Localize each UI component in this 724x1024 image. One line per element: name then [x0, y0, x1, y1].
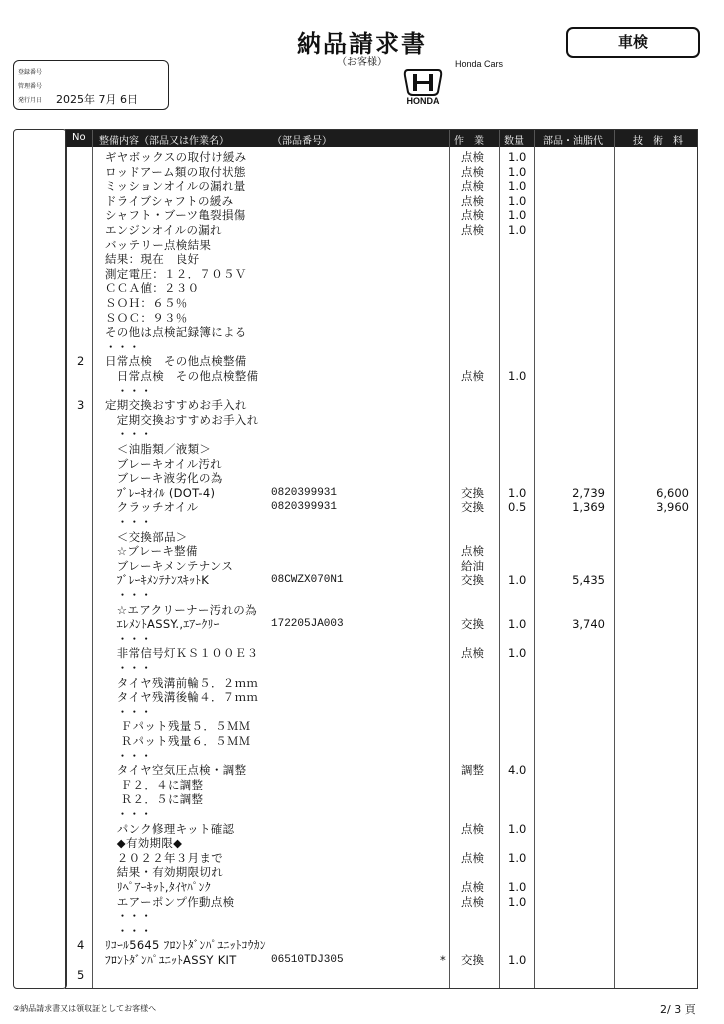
table-row [65, 165, 696, 180]
table-header [66, 130, 697, 147]
row-description: ドライブシャフトの緩み [105, 193, 234, 208]
row-quantity: 0.5 [508, 500, 527, 515]
row-parts-cost: 2,739 [572, 485, 605, 500]
row-description: ・・・ [105, 339, 141, 354]
row-description: エンジンオイルの漏れ [105, 223, 222, 237]
document-title: 納品請求書 [297, 29, 427, 58]
row-description: ・・・ [105, 588, 153, 602]
row-operation: 給油 [461, 558, 484, 573]
row-description: ◆有効期限◆ [105, 836, 183, 851]
row-description: ギヤボックスの取付け緩み [105, 150, 247, 164]
row-description: その他は点検記録簿による [105, 325, 247, 340]
header-operation: 作 業 [454, 136, 484, 147]
row-description: ﾌﾛﾝﾄﾀﾞﾝﾊﾟﾕﾆｯﾄASSY KIT [105, 953, 237, 967]
row-quantity: 1.0 [508, 821, 527, 836]
row-description: ・・・ [105, 909, 153, 924]
row-part-number: 0820399931 [271, 501, 338, 514]
row-part-number: 172205JA003 [271, 618, 344, 631]
row-description: ・・・ [105, 515, 153, 529]
inspection-badge: 車検 [566, 27, 700, 58]
row-parts-cost: 5,435 [572, 573, 605, 588]
row-description: 結果：現在 良好 [105, 252, 200, 267]
row-description: ﾘｺｰﾙ5645 ﾌﾛﾝﾄﾀﾞﾝﾊﾟﾕﾆｯﾄｺｳｶﾝ [105, 938, 266, 953]
table-row [65, 194, 696, 209]
table-row [65, 573, 696, 588]
table-row [65, 238, 696, 253]
table-row [65, 427, 696, 442]
row-description: ﾘﾍﾟｱｰｷｯﾄ,ﾀｲﾔﾊﾟﾝｸ [105, 880, 211, 894]
row-description: ﾌﾞﾚｰｷｵｲﾙ (DOT-4) [105, 485, 216, 500]
row-quantity: 1.0 [508, 850, 527, 865]
row-description: ｴﾚﾒﾝﾄASSY.,ｴｱｰｸﾘｰ [105, 617, 220, 632]
row-operation: 点検 [461, 179, 484, 194]
row-description: バッテリー点検結果 [105, 237, 212, 252]
table-row [65, 530, 696, 545]
table-row [65, 822, 696, 837]
row-quantity: 1.0 [508, 164, 527, 179]
row-description: ・・・ [105, 427, 153, 442]
row-quantity: 1.0 [508, 193, 527, 208]
row-description: Ｆ２．４に調整 [105, 777, 204, 792]
row-quantity: 1.0 [508, 894, 527, 909]
table-row [65, 632, 696, 647]
row-description: ・・・ [105, 748, 153, 763]
row-description: ﾌﾞﾚｰｷﾒﾝﾃﾅﾝｽｷｯﾄK [105, 573, 210, 588]
row-operation: 点検 [461, 223, 484, 237]
row-quantity: 1.0 [508, 573, 527, 588]
table-row [65, 500, 696, 515]
page-number: 2/ 3 頁 [660, 1003, 696, 1016]
document-subtitle: （お客様） [337, 57, 387, 68]
table-row [65, 953, 696, 968]
row-operation: 点検 [461, 208, 484, 223]
table-row [65, 384, 696, 399]
row-labor-fee: 3,960 [656, 500, 689, 515]
row-description: シャフト・ブーツ亀裂損傷 [105, 208, 246, 223]
row-description: ☆ブレーキ整備 [105, 544, 198, 559]
row-operation: 点検 [461, 150, 484, 164]
row-parts-cost: 3,740 [572, 617, 605, 632]
row-description: ２０２２年３月まで [105, 850, 223, 865]
row-description: パンク修理キット確認 [105, 821, 235, 836]
row-description: ブレーキ液劣化の為 [105, 471, 223, 486]
row-description: 結果・有効期限切れ [105, 865, 223, 880]
row-number: 5 [77, 967, 85, 982]
row-operation: 調整 [461, 763, 484, 778]
row-quantity: 1.0 [508, 953, 527, 967]
row-number: 3 [77, 398, 85, 413]
row-description: Ｒパット残量６．５ＭＭ [105, 734, 251, 748]
row-quantity: 4.0 [508, 763, 527, 778]
table-row [65, 442, 696, 457]
row-operation: 交換 [461, 573, 484, 588]
table-row [65, 369, 696, 384]
row-description: タイヤ空気圧点検・調整 [105, 763, 247, 778]
footer-note: ②納品請求書又は領収証としてお客様へ [13, 1004, 157, 1013]
table-row [65, 880, 696, 895]
row-description: ＳＯＨ：６５％ [105, 296, 188, 310]
table-row [65, 559, 696, 574]
table-row [65, 325, 696, 340]
row-description: ・・・ [105, 383, 153, 398]
table-row [65, 734, 696, 749]
table-row [65, 661, 696, 676]
table-row [65, 515, 696, 530]
table-row [65, 851, 696, 866]
row-quantity: 1.0 [508, 646, 527, 661]
honda-h-mark-icon [392, 68, 454, 106]
row-quantity: 1.0 [508, 617, 527, 632]
row-number: 4 [77, 938, 85, 953]
row-description: ＣＣＡ値：２３０ [105, 281, 200, 296]
table-row [65, 281, 696, 296]
row-description: 定期交換おすすめお手入れ [105, 398, 247, 413]
row-number: 2 [77, 354, 85, 369]
table-row [65, 267, 696, 282]
row-operation: 交換 [461, 485, 484, 500]
header-parts-cost: 部品・油脂代 [543, 136, 603, 147]
table-row [65, 603, 696, 618]
row-description: ＜油脂類／液類＞ [105, 442, 212, 456]
row-operation: 点検 [461, 894, 484, 909]
table-row [65, 208, 696, 223]
row-description: ミッションオイルの漏れ量 [105, 179, 246, 194]
table-row [65, 457, 696, 472]
table-row [65, 252, 696, 267]
row-parts-cost: 1,369 [572, 500, 605, 515]
info-box [13, 60, 169, 110]
table-row [65, 354, 696, 369]
issue-date: 2025年 7月 6日 [56, 93, 138, 106]
row-description: ☆エアクリーナー汚れの為 [105, 602, 257, 617]
header-part-number: （部品番号） [272, 136, 332, 147]
row-quantity: 1.0 [508, 485, 527, 500]
header-quantity: 数量 [504, 136, 524, 147]
table-row [65, 150, 696, 165]
table-row [65, 311, 696, 326]
table-row [65, 544, 696, 559]
table-row [65, 223, 696, 238]
issue-date-label: 発行月日 [18, 97, 43, 104]
table-row [65, 909, 696, 924]
row-operation: 点検 [461, 544, 484, 559]
row-description: 測定電圧：１２．７０５Ｖ [105, 266, 247, 281]
row-description: 定期交換おすすめお手入れ [105, 412, 259, 427]
row-quantity: 1.0 [508, 179, 527, 194]
dealer-name: Honda Cars [455, 59, 504, 69]
table-row [65, 705, 696, 720]
header-no: No [72, 132, 86, 143]
row-description: ロッドアーム類の取付状態 [105, 164, 246, 179]
row-description: ・・・ [105, 631, 153, 646]
row-description: ・・・ [105, 807, 153, 821]
table-row [65, 588, 696, 603]
row-description: 日常点検 その他点検整備 [105, 354, 247, 369]
table-row [65, 486, 696, 501]
row-operation: 点検 [461, 646, 484, 661]
table-row [65, 690, 696, 705]
table-body [65, 150, 696, 980]
row-quantity: 1.0 [508, 150, 527, 164]
row-description: ・・・ [105, 923, 153, 938]
table-row [65, 938, 696, 953]
management-label: 管理番号 [18, 83, 43, 90]
table-row [65, 778, 696, 793]
table-row [65, 968, 696, 983]
table-row [65, 676, 696, 691]
table-row [65, 895, 696, 910]
row-operation: 点検 [461, 164, 484, 179]
row-description: ・・・ [105, 704, 153, 719]
table-row [65, 749, 696, 764]
row-description: タイヤ残溝後輪４．７ｍｍ [105, 690, 259, 705]
table-row [65, 924, 696, 939]
row-description: ブレーキオイル汚れ [105, 456, 222, 471]
table-row [65, 792, 696, 807]
row-labor-fee: 6,600 [656, 485, 689, 500]
row-operation: 交換 [461, 617, 484, 632]
row-description: エアーポンプ作動点検 [105, 894, 235, 909]
row-description: 非常信号灯ＫＳ１００Ｅ３ [105, 646, 259, 661]
row-description: クラッチオイル [105, 500, 199, 515]
row-description: タイヤ残溝前輪５．２ｍｍ [105, 675, 259, 690]
table-row [65, 398, 696, 413]
table-row [65, 646, 696, 661]
honda-logo-text: HONDA [406, 96, 440, 106]
header-labor-fee: 技 術 料 [633, 136, 683, 147]
row-operation: 交換 [461, 953, 484, 967]
table-row [65, 719, 696, 734]
honda-logo [392, 68, 454, 106]
row-description: ＳＯＣ：９３％ [105, 310, 188, 325]
row-part-number: 06510TDJ305 [271, 954, 344, 966]
row-description: ＜交換部品＞ [105, 529, 188, 544]
left-margin-strip [13, 129, 67, 989]
table-row [65, 617, 696, 632]
table-row [65, 179, 696, 194]
row-quantity: 1.0 [508, 369, 527, 383]
row-description: ・・・ [105, 661, 153, 675]
row-operation: 点検 [461, 880, 484, 894]
row-description: Ｒ２．５に調整 [105, 792, 204, 807]
row-description: 日常点検 その他点検整備 [105, 369, 259, 383]
row-part-number: 0820399931 [271, 486, 338, 499]
row-operation: 交換 [461, 500, 484, 515]
row-part-number: 08CWZX070N1 [271, 574, 344, 587]
table-row [65, 836, 696, 851]
row-operation: 点検 [461, 821, 484, 836]
row-operation: 点検 [461, 369, 484, 383]
row-operation: 点検 [461, 850, 484, 865]
row-description: ブレーキメンテナンス [105, 558, 234, 573]
row-operation: 点検 [461, 193, 484, 208]
row-quantity: 1.0 [508, 880, 527, 894]
header-description: 整備内容（部品又は作業名） [99, 136, 229, 147]
table-row [65, 413, 696, 428]
table-row [65, 296, 696, 311]
row-description: Ｆパット残量５．５ＭＭ [105, 719, 251, 734]
row-mark: * [440, 953, 446, 967]
table-row [65, 340, 696, 355]
registration-label: 登録番号 [18, 69, 43, 76]
row-quantity: 1.0 [508, 208, 527, 223]
table-row [65, 807, 696, 822]
table-row [65, 865, 696, 880]
table-row [65, 471, 696, 486]
table-row [65, 763, 696, 778]
row-quantity: 1.0 [508, 223, 527, 237]
